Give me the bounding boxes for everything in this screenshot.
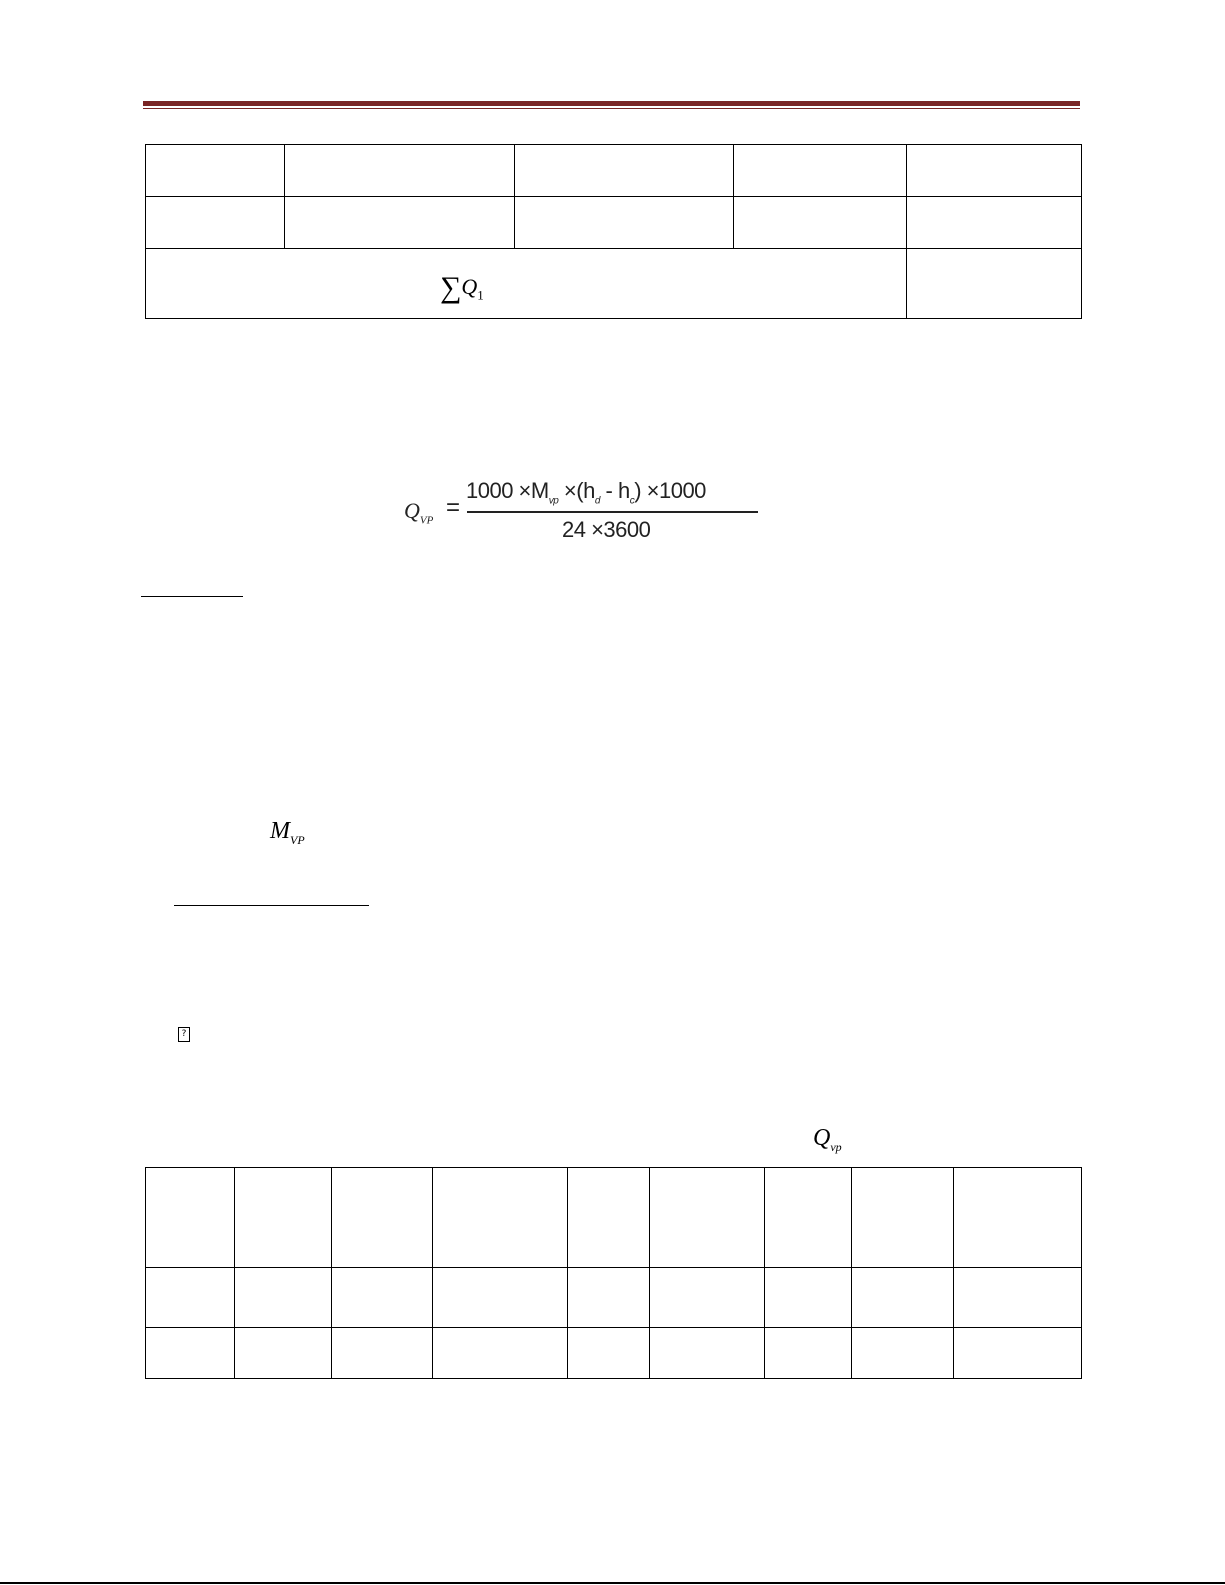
formula-lhs (404, 498, 433, 526)
fraction-bar (467, 511, 758, 513)
table-cell (515, 145, 734, 197)
table-cell (851, 1268, 953, 1328)
table-cell (234, 1268, 331, 1328)
table-cell (851, 1168, 953, 1268)
q-subscript: 1 (477, 287, 484, 303)
table-cell (953, 1168, 1081, 1268)
table-cell (432, 1268, 567, 1328)
numerator-part: 1000 ×M (466, 478, 549, 503)
total-label-cell (146, 249, 907, 319)
table-cell (734, 145, 907, 197)
header-rule-thick (143, 101, 1080, 106)
table-cell (734, 197, 907, 249)
numerator-part: ) ×1000 (634, 478, 706, 503)
sigma-symbol: ∑ (440, 271, 462, 304)
table-cell (649, 1168, 764, 1268)
mvp-sub: VP (290, 832, 305, 847)
table-cell (432, 1328, 567, 1379)
table-row (146, 145, 1082, 197)
table-cell (146, 197, 285, 249)
qvp-symbol (813, 1125, 842, 1155)
table-cell (649, 1328, 764, 1379)
table-cell (907, 145, 1082, 197)
table-cell (146, 1268, 235, 1328)
total-value-cell (907, 249, 1082, 319)
table-cell (649, 1268, 764, 1328)
table-cell (515, 197, 734, 249)
table-row (146, 1268, 1082, 1328)
table-cell (568, 1168, 650, 1268)
table-header-row (146, 1168, 1082, 1268)
table-row-total (146, 249, 1082, 319)
numerator-sub: c (629, 495, 635, 507)
underline-heading-2 (174, 905, 369, 906)
table-cell (953, 1328, 1081, 1379)
table-cell (146, 145, 285, 197)
table-cell (764, 1268, 851, 1328)
formula-denominator: 24 ×3600 (562, 517, 651, 542)
sum-q1-formula (440, 271, 484, 305)
numerator-part: ×(h (558, 478, 595, 503)
table-cell (234, 1168, 331, 1268)
formula-lhs-sub: VP (419, 514, 434, 527)
qvp-letter: Q (813, 1125, 831, 1151)
table-cell (331, 1328, 432, 1379)
formula-equals: = (446, 494, 461, 521)
numerator-part: - h (599, 478, 630, 503)
header-rule-thin (143, 108, 1080, 109)
table-cell (331, 1168, 432, 1268)
mvp-letter: M (270, 818, 290, 844)
table-cell (146, 1328, 235, 1379)
table-cell (764, 1328, 851, 1379)
table-row (146, 197, 1082, 249)
table-cell (568, 1268, 650, 1328)
table-cell (953, 1268, 1081, 1328)
heat-summary-table (145, 144, 1082, 319)
table-cell (851, 1328, 953, 1379)
table-cell (568, 1328, 650, 1379)
underline-heading-1 (141, 596, 243, 597)
qvp-calculation-table (145, 1167, 1082, 1379)
page-bottom-edge (0, 1582, 1225, 1584)
table-cell (234, 1328, 331, 1379)
table-cell (907, 197, 1082, 249)
missing-glyph-icon: ? (178, 1027, 190, 1042)
table-cell (764, 1168, 851, 1268)
table-cell (146, 1168, 235, 1268)
table-cell (285, 145, 515, 197)
table-row (146, 1328, 1082, 1379)
numerator-sub: vp (548, 495, 559, 507)
qvp-sub: vp (830, 1139, 842, 1154)
table-cell (331, 1268, 432, 1328)
table-cell (432, 1168, 567, 1268)
mvp-symbol (270, 818, 305, 848)
table-cell (285, 197, 515, 249)
numerator-sub: d (594, 495, 600, 507)
formula-lhs-symbol: Q (404, 498, 420, 523)
formula-numerator (466, 478, 706, 506)
q-variable: Q (461, 274, 478, 299)
